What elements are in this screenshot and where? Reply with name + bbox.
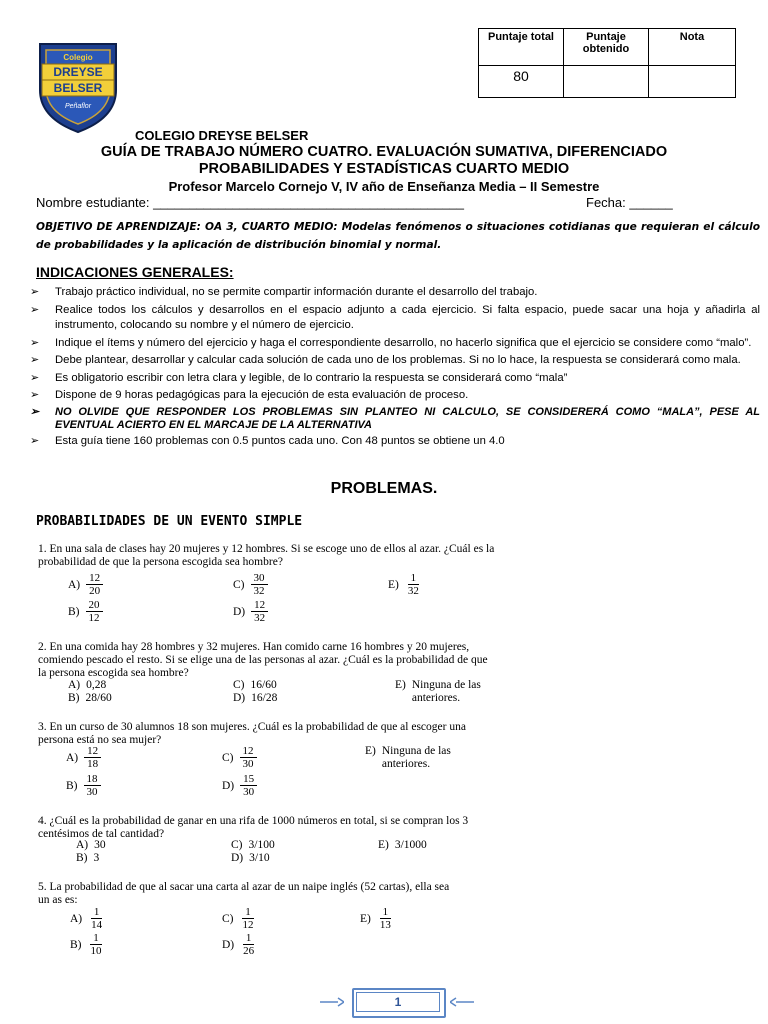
q5-option-e[interactable]: E) $\frac{1}{13}$ (360, 906, 391, 931)
q1-option-c[interactable]: C) $\frac{30}{32}$ (233, 572, 268, 597)
q1-option-b[interactable]: B) $\frac{20}{12}$ (68, 599, 103, 624)
header-nota: Nota (649, 29, 736, 66)
q1-option-a[interactable]: A) $\frac{12}{20}$ (68, 572, 103, 597)
q4-option-b[interactable]: B) 3 (76, 852, 100, 864)
list-item: ➢ Trabajo práctico individual, no se permite compartir información durante el desarrollo del trabajo. (28, 285, 760, 301)
page-ornament-left-icon (320, 996, 344, 1008)
list-item: ➢ Realice todos los cálculos y desarrollos en el espacio adjunto a cada ejercicio. Si falta espacio, puede sacar una hoja y añadirla al instrumento, colocando su nombre y el número de ejercicio. (30, 303, 760, 331)
section-title: PROBABILIDADES DE UN EVENTO SIMPLE (36, 514, 303, 529)
arrow-bullet-icon: ➢ (30, 434, 40, 447)
q2-option-e[interactable]: E) Ninguna de las anteriores. (395, 679, 481, 704)
value-puntaje-total: 80 (479, 66, 564, 98)
question-5-text: 5. La probabilidad de que al sacar una carta al azar de un naipe inglés (52 cartas), ella sea un as es: (38, 881, 450, 906)
list-item: ➢ Esta guía tiene 160 problemas con 0.5 puntos cada uno. Con 48 puntos se obtiene un 4.0 (28, 434, 760, 450)
logo-text-bottom: Peñaflor (64, 103, 92, 110)
list-item: ➢ Dispone de 9 horas pedagógicas para la ejecución de esta evaluación de proceso. (28, 388, 760, 404)
arrow-bullet-icon: ➢ (30, 336, 40, 349)
value-nota[interactable] (649, 66, 736, 98)
problems-title: PROBLEMAS. (330, 480, 438, 497)
list-item: ➢ Indique el ítems y número del ejercicio y haga el correspondiente desarrollo, no hacerlo significa que el ejercicio se considere como “malo”. (28, 336, 760, 352)
q2-option-d[interactable]: D) 16/28 (233, 692, 278, 704)
list-item: ➢ Es obligatorio escribir con letra clara y legible, de lo contrario la respuesta se considerará como “mala” (28, 371, 760, 387)
logo-text-belser: BELSER (53, 81, 103, 95)
arrow-bullet-icon: ➢ (30, 303, 40, 316)
title-line-1: GUÍA DE TRABAJO NÚMERO CUATRO. EVALUACIÓN SUMATIVA, DIFERENCIADO (100, 144, 668, 160)
q5-option-c[interactable]: C) $\frac{1}{12}$ (222, 906, 254, 931)
score-table (478, 28, 736, 98)
arrow-bullet-icon: ➢ (30, 405, 40, 418)
q3-option-e[interactable]: E) Ninguna de las anteriores. (365, 745, 451, 770)
question-3-text: 3. En un curso de 30 alumnos 18 son mujeres. ¿Cuál es la probabilidad de que al escoger una persona está no sea mujer? (38, 721, 466, 746)
page-number: 1 (356, 992, 440, 1012)
arrow-bullet-icon: ➢ (30, 286, 40, 298)
q4-option-e[interactable]: E) 3/1000 (378, 839, 427, 851)
indications-title: INDICACIONES GENERALES: (36, 264, 234, 280)
question-2-text: 2. En una comida hay 28 hombres y 32 mujeres. Han comido carne 16 hombres y 20 mujeres, comiendo pescado el resto. Si se elige una de las personas al azar. ¿Cuál es la probabilidad de que la persona escogida sea hombre? (38, 641, 488, 679)
q3-option-b[interactable]: B) $\frac{18}{30}$ (66, 773, 101, 798)
q2-option-b[interactable]: B) 28/60 (68, 692, 112, 704)
arrow-bullet-icon: ➢ (30, 371, 40, 384)
school-name: COLEGIO DREYSE BELSER (135, 128, 309, 143)
q5-option-a[interactable]: A) $\frac{1}{14}$ (70, 906, 103, 931)
q4-option-c[interactable]: C) 3/100 (231, 839, 275, 851)
list-item-warning: ➢ NO OLVIDE QUE RESPONDER LOS PROBLEMAS SIN PLANTEO NI CALCULO, SE CONSIDERERÁ COMO “MALA”, PESE AL EVENTUAL ACIERTO EN EL MARCAJE DE LA ALTERNATIVA (30, 405, 760, 431)
q3-option-d[interactable]: D) $\frac{15}{30}$ (222, 773, 257, 798)
list-item: ➢ Debe plantear, desarrollar y calcular cada solución de cada uno de los problemas. Si no lo hace, la respuesta se considerará como mala. (28, 353, 760, 369)
arrow-bullet-icon: ➢ (30, 354, 40, 366)
date-field[interactable]: Fecha: ______ (586, 195, 673, 210)
logo-text-top: Colegio (63, 53, 93, 62)
q2-option-c[interactable]: C) 16/60 (233, 679, 277, 691)
header-puntaje-total: Puntaje total (479, 29, 564, 66)
school-logo (34, 38, 122, 134)
q4-option-d[interactable]: D) 3/10 (231, 852, 270, 864)
logo-text-dreyse: DREYSE (53, 65, 103, 79)
page-ornament-right-icon (450, 996, 474, 1008)
q1-option-e[interactable]: E) $\frac{1}{32}$ (388, 572, 419, 597)
question-4-text: 4. ¿Cuál es la probabilidad de ganar en una rifa de 1000 números en total, si se compran los 3 centésimos de tal cantidad? (38, 815, 469, 840)
value-puntaje-obtenido[interactable] (564, 66, 649, 98)
q4-option-a[interactable]: A) 30 (76, 839, 106, 851)
q3-option-a[interactable]: A) $\frac{12}{18}$ (66, 745, 101, 770)
question-1-text: 1. En una sala de clases hay 20 mujeres y 12 hombres. Si se escoge uno de ellos al azar. ¿Cuál es la probabilidad de que la persona escogida sea hombre? (38, 543, 495, 568)
q2-option-a[interactable]: A) 0,28 (68, 679, 107, 691)
learning-objective: OBJETIVO DE APRENDIZAJE: OA 3, CUARTO MEDIO: Modelas fenómenos o situaciones cotidianas que requieran el cálculo de probabilidades y la aplicación de distribución binomial y normal. (36, 221, 760, 251)
q1-option-d[interactable]: D) $\frac{12}{32}$ (233, 599, 268, 624)
q5-option-d[interactable]: D) $\frac{1}{26}$ (222, 932, 255, 957)
title-line-2: PROBABILIDADES Y ESTADÍSTICAS CUARTO MEDIO (198, 161, 570, 177)
arrow-bullet-icon: ➢ (30, 389, 40, 401)
rules-list (28, 285, 760, 451)
professor-line: Profesor Marcelo Cornejo V, IV año de Enseñanza Media – II Semestre (168, 179, 600, 194)
student-name-field[interactable]: Nombre estudiante: ___________________________________________ (36, 195, 464, 210)
header-puntaje-obtenido: Puntaje obtenido (564, 29, 649, 66)
q5-option-b[interactable]: B) $\frac{1}{10}$ (70, 932, 102, 957)
q3-option-c[interactable]: C) $\frac{12}{30}$ (222, 745, 257, 770)
